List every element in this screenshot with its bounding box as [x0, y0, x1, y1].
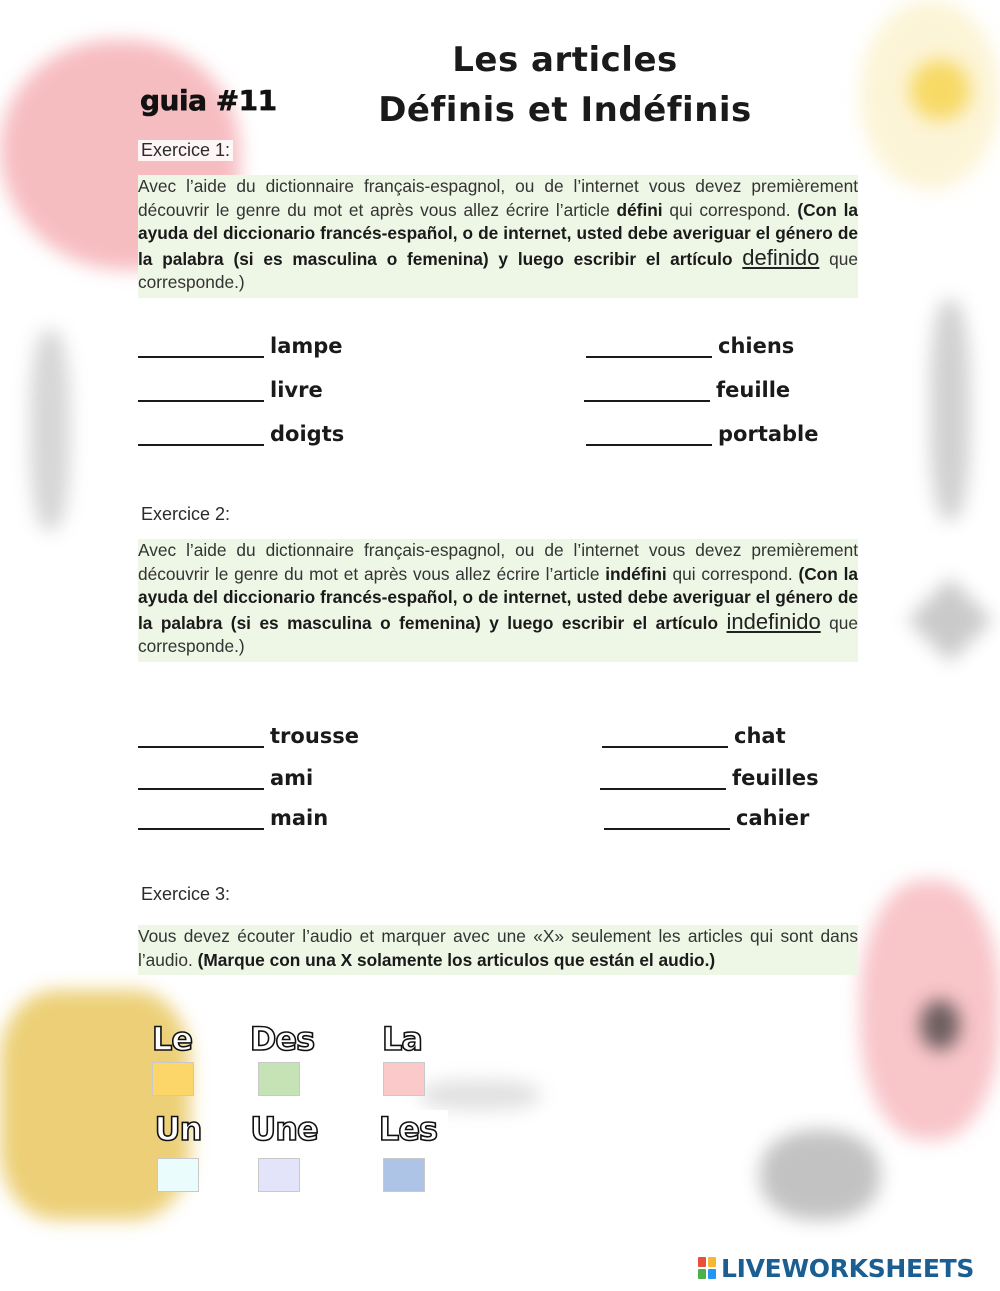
answer-blank[interactable]: ____________ [138, 806, 264, 830]
title-line-1: Les articles [452, 40, 678, 80]
answer-blank[interactable]: ____________ [604, 806, 730, 830]
answer-blank[interactable]: ____________ [584, 378, 710, 402]
answer-blank[interactable]: ____________ [586, 334, 712, 358]
ex2-item-1 [138, 724, 363, 748]
checkbox-les[interactable] [383, 1158, 425, 1192]
yolk-decoration [910, 60, 970, 120]
article-label-les: Les [368, 1110, 448, 1148]
exercise-3-instructions [138, 925, 858, 975]
instr-spanish-end: que corresponde.) [138, 612, 858, 657]
answer-blank[interactable]: ____________ [138, 724, 264, 748]
instr-spanish-end: que corresponde.) [138, 248, 858, 293]
article-label-un: Un [154, 1110, 202, 1148]
leaf-decoration-bottom [760, 1130, 880, 1220]
exercise-1-instructions [138, 175, 858, 298]
answer-blank[interactable]: ____________ [138, 422, 264, 446]
diamond-decoration [908, 578, 993, 663]
instr-text: Vous devez écouter l’audio et marquer avec une «X» seulement les articles qui sont dans l’audio. [138, 926, 858, 970]
ex2-item-3 [138, 806, 332, 830]
title-line-2: Définis et Indéfinis [378, 90, 752, 130]
ex1-word: doigts [270, 422, 345, 446]
instr-spanish: (Con la ayuda del diccionario francés-español, o de internet, usted debe averiguar el género de la palabra (si es masculina o femenina) y luego escribir el artículo [138, 199, 858, 269]
article-label-le: Le [151, 1020, 193, 1058]
ex2-word: ami [270, 766, 314, 790]
flower-center-decoration [920, 1000, 960, 1050]
ex1-item-3 [138, 422, 348, 446]
ex2-word: cahier [736, 806, 810, 830]
ex2-word: trousse [270, 724, 360, 748]
ex1-word: chiens [718, 334, 795, 358]
sprinkle-decoration [420, 1080, 540, 1110]
exercise-1-title: Exercice 1: [138, 140, 233, 161]
instr-spanish: (Marque con una X solamente los articulos que están el audio.) [197, 949, 716, 970]
ex1-item-4 [586, 334, 798, 358]
answer-blank[interactable]: ____________ [586, 422, 712, 446]
ex2-word: chat [734, 724, 786, 748]
ex2-item-5 [600, 766, 823, 790]
checkbox-une[interactable] [258, 1158, 300, 1192]
instr-keyword: défini [616, 199, 663, 220]
logo-icon [698, 1257, 718, 1281]
answer-blank[interactable]: ____________ [138, 766, 264, 790]
instr-text: Avec l’aide du dictionnaire français-espagnol, ou de l’internet vous devez premièrement découvrir le genre du mot et après vous allez écrire l’article [138, 176, 858, 220]
article-label-une: Une [250, 1110, 318, 1148]
ex1-word: lampe [270, 334, 343, 358]
instr-text: qui correspond. [666, 563, 799, 584]
instr-text: Avec l’aide du dictionnaire français-espagnol, ou de l’internet vous devez premièrement découvrir le genre du mot et après vous allez écrire l’article [138, 540, 858, 584]
answer-blank[interactable]: ____________ [138, 378, 264, 402]
instr-big-word: indefinido [726, 608, 821, 634]
answer-blank[interactable]: ____________ [600, 766, 726, 790]
guide-number: guia #11 [140, 84, 277, 117]
ex2-item-4 [602, 724, 790, 748]
ex2-item-2 [138, 766, 317, 790]
exercise-3-title: Exercice 3: [138, 884, 233, 905]
ex1-word: feuille [716, 378, 791, 402]
exercise-2-title: Exercice 2: [138, 504, 233, 525]
instr-spanish: (Con la ayuda del diccionario francés-español, o de internet, usted debe averiguar el género de la palabra (si es masculina o femenina) y luego escribir el artículo [138, 563, 858, 633]
ex1-word: portable [718, 422, 819, 446]
instr-keyword: indéfini [605, 563, 667, 584]
liveworksheets-logo [698, 1254, 974, 1283]
ex1-item-2 [138, 378, 327, 402]
ex1-item-1 [138, 334, 347, 358]
checkbox-des[interactable] [258, 1062, 300, 1096]
answer-blank[interactable]: ____________ [602, 724, 728, 748]
ex1-item-5 [584, 378, 794, 402]
checkbox-la[interactable] [383, 1062, 425, 1096]
ex2-word: feuilles [732, 766, 819, 790]
leaf-decoration-left [30, 330, 70, 530]
exercise-2-instructions [138, 539, 858, 662]
checkbox-le[interactable] [152, 1062, 194, 1096]
article-label-la: La [382, 1020, 422, 1058]
ex2-item-6 [604, 806, 813, 830]
brand-name: LIVEWORKSHEETS [721, 1254, 975, 1283]
leaf-decoration-right [930, 300, 970, 520]
ex2-word: main [270, 806, 329, 830]
answer-blank[interactable]: ____________ [138, 334, 264, 358]
ex1-item-6 [586, 422, 823, 446]
instr-text: qui correspond. [662, 199, 798, 220]
checkbox-un[interactable] [157, 1158, 199, 1192]
article-label-des: Des [249, 1020, 315, 1058]
instr-big-word: definido [742, 244, 820, 270]
ex1-word: livre [270, 378, 323, 402]
